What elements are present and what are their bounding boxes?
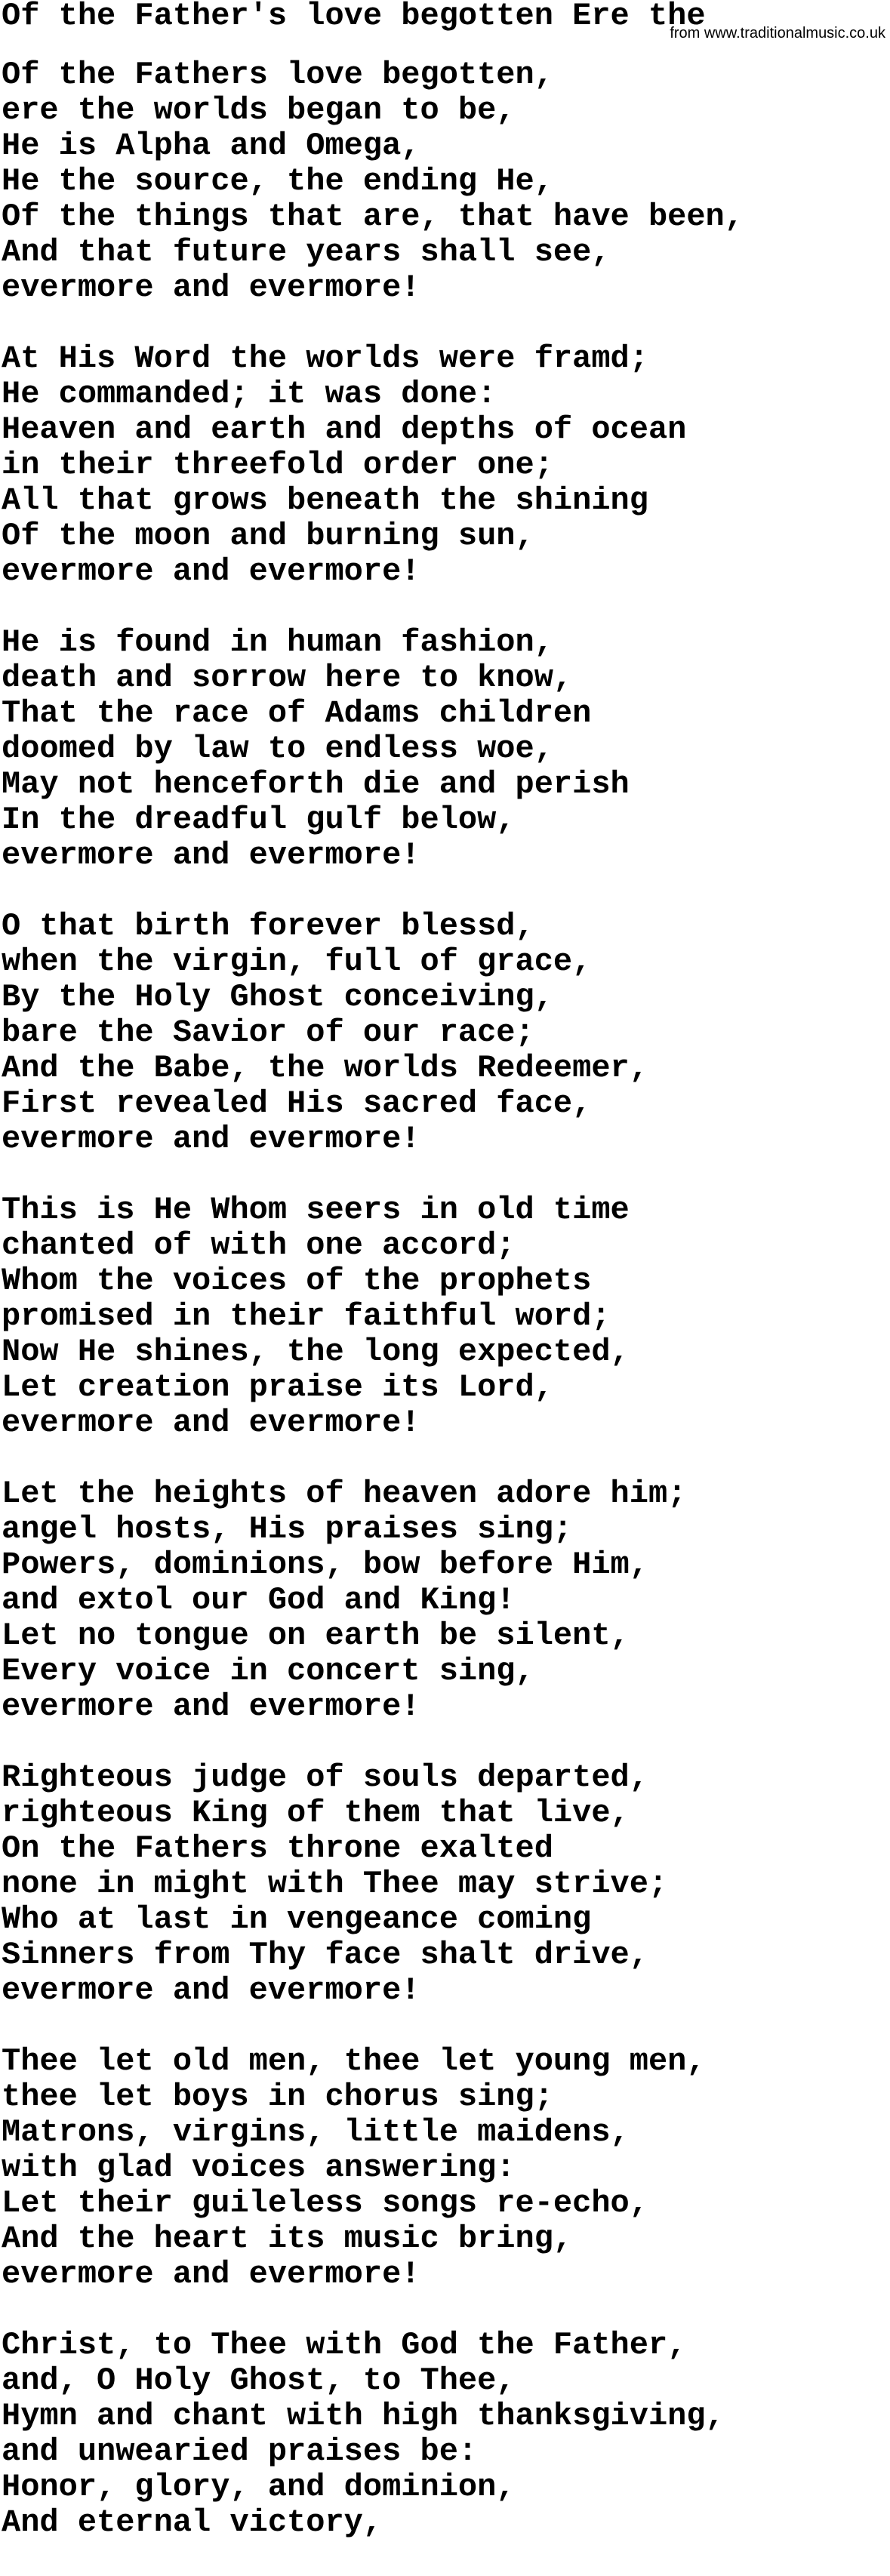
lyric-line: and extol our God and King!: [2, 1582, 516, 1618]
page-title: Of the Father's love begotten Ere the: [2, 0, 706, 34]
lyric-line: when the virgin, full of grace,: [2, 943, 592, 980]
lyric-line: And the heart its music bring,: [2, 2221, 573, 2257]
lyric-line: Who at last in vengeance coming: [2, 1901, 592, 1937]
stanza: [2, 341, 888, 589]
lyric-line: and, O Holy Ghost, to Thee,: [2, 2362, 516, 2399]
lyric-line: All that grows beneath the shining: [2, 482, 648, 519]
lyric-line: In the dreadful gulf below,: [2, 802, 516, 838]
lyric-line: And that future years shall see,: [2, 234, 611, 270]
lyric-line: Honor, glory, and dominion,: [2, 2469, 516, 2505]
lyric-line: bare the Savior of our race;: [2, 1014, 534, 1051]
lyric-line: O that birth forever blessd,: [2, 908, 534, 944]
lyric-line: Christ, to Thee with God the Father,: [2, 2327, 687, 2363]
lyric-line: Whom the voices of the prophets: [2, 1263, 592, 1299]
lyric-line: Heaven and earth and depths of ocean: [2, 411, 687, 448]
lyric-line: promised in their faithful word;: [2, 1298, 611, 1334]
lyric-line: This is He Whom seers in old time: [2, 1192, 630, 1228]
lyric-line: evermore and evermore!: [2, 1688, 420, 1725]
lyric-line: death and sorrow here to know,: [2, 660, 573, 696]
lyric-line: angel hosts, His praises sing;: [2, 1511, 573, 1547]
stanza: [2, 1193, 888, 1441]
lyric-line: He commanded; it was done:: [2, 376, 497, 412]
lyric-line: evermore and evermore!: [2, 837, 420, 873]
stanza: [2, 2044, 888, 2292]
lyric-line: Matrons, virgins, little maidens,: [2, 2114, 630, 2150]
lyric-line: doomed by law to endless woe,: [2, 731, 553, 767]
stanza: [2, 57, 888, 306]
lyric-line: Let the heights of heaven adore him;: [2, 1476, 687, 1512]
stanza: [2, 909, 888, 1157]
lyric-line: By the Holy Ghost conceiving,: [2, 979, 553, 1015]
lyric-line: and unwearied praises be:: [2, 2433, 478, 2470]
lyric-line: in their threefold order one;: [2, 447, 553, 483]
source-attribution: from www.traditionalmusic.co.uk: [670, 25, 885, 42]
lyric-line: Hymn and chant with high thanksgiving,: [2, 2398, 725, 2434]
lyric-line: Of the moon and burning sun,: [2, 518, 534, 554]
lyric-line: evermore and evermore!: [2, 1405, 420, 1441]
lyric-line: First revealed His sacred face,: [2, 1085, 592, 1122]
lyric-line: Let no tongue on earth be silent,: [2, 1617, 630, 1654]
lyric-line: Sinners from Thy face shalt drive,: [2, 1937, 648, 1973]
lyric-line: May not henceforth die and perish: [2, 766, 630, 802]
lyric-line: Let their guileless songs re-echo,: [2, 2185, 648, 2221]
lyric-line: He is Alpha and Omega,: [2, 128, 420, 164]
lyric-line: with glad voices answering:: [2, 2150, 516, 2186]
lyric-line: evermore and evermore!: [2, 1121, 420, 1157]
lyric-line: Of the Fathers love begotten,: [2, 57, 553, 93]
lyric-line: righteous King of them that live,: [2, 1795, 630, 1831]
lyric-line: Let creation praise its Lord,: [2, 1369, 553, 1405]
lyric-line: chanted of with one accord;: [2, 1227, 516, 1263]
lyric-line: And eternal victory,: [2, 2504, 383, 2541]
lyric-line: Powers, dominions, bow before Him,: [2, 1547, 648, 1583]
stanza: [2, 1760, 888, 2008]
lyric-line: And the Babe, the worlds Redeemer,: [2, 1050, 648, 1086]
lyric-line: That the race of Adams children: [2, 695, 592, 731]
stanza: [2, 2328, 888, 2541]
lyric-line: He is found in human fashion,: [2, 624, 553, 660]
lyric-line: evermore and evermore!: [2, 1972, 420, 2008]
lyric-line: thee let boys in chorus sing;: [2, 2079, 553, 2115]
lyric-line: Of the things that are, that have been,: [2, 199, 744, 235]
lyric-line: evermore and evermore!: [2, 553, 420, 589]
lyric-line: none in might with Thee may strive;: [2, 1866, 668, 1902]
lyric-line: On the Fathers throne exalted: [2, 1830, 553, 1867]
lyric-line: Now He shines, the long expected,: [2, 1334, 630, 1370]
lyric-line: Every voice in concert sing,: [2, 1653, 534, 1689]
lyric-line: At His Word the worlds were framd;: [2, 340, 648, 377]
lyric-line: ere the worlds began to be,: [2, 92, 516, 128]
lyric-line: Thee let old men, thee let young men,: [2, 2043, 706, 2079]
stanza: [2, 1476, 888, 1725]
lyric-line: evermore and evermore!: [2, 269, 420, 306]
lyric-line: Righteous judge of souls departed,: [2, 1759, 648, 1796]
lyrics-body: [2, 57, 888, 2576]
stanza: [2, 625, 888, 873]
lyric-line: He the source, the ending He,: [2, 163, 553, 199]
lyric-line: evermore and evermore!: [2, 2256, 420, 2292]
